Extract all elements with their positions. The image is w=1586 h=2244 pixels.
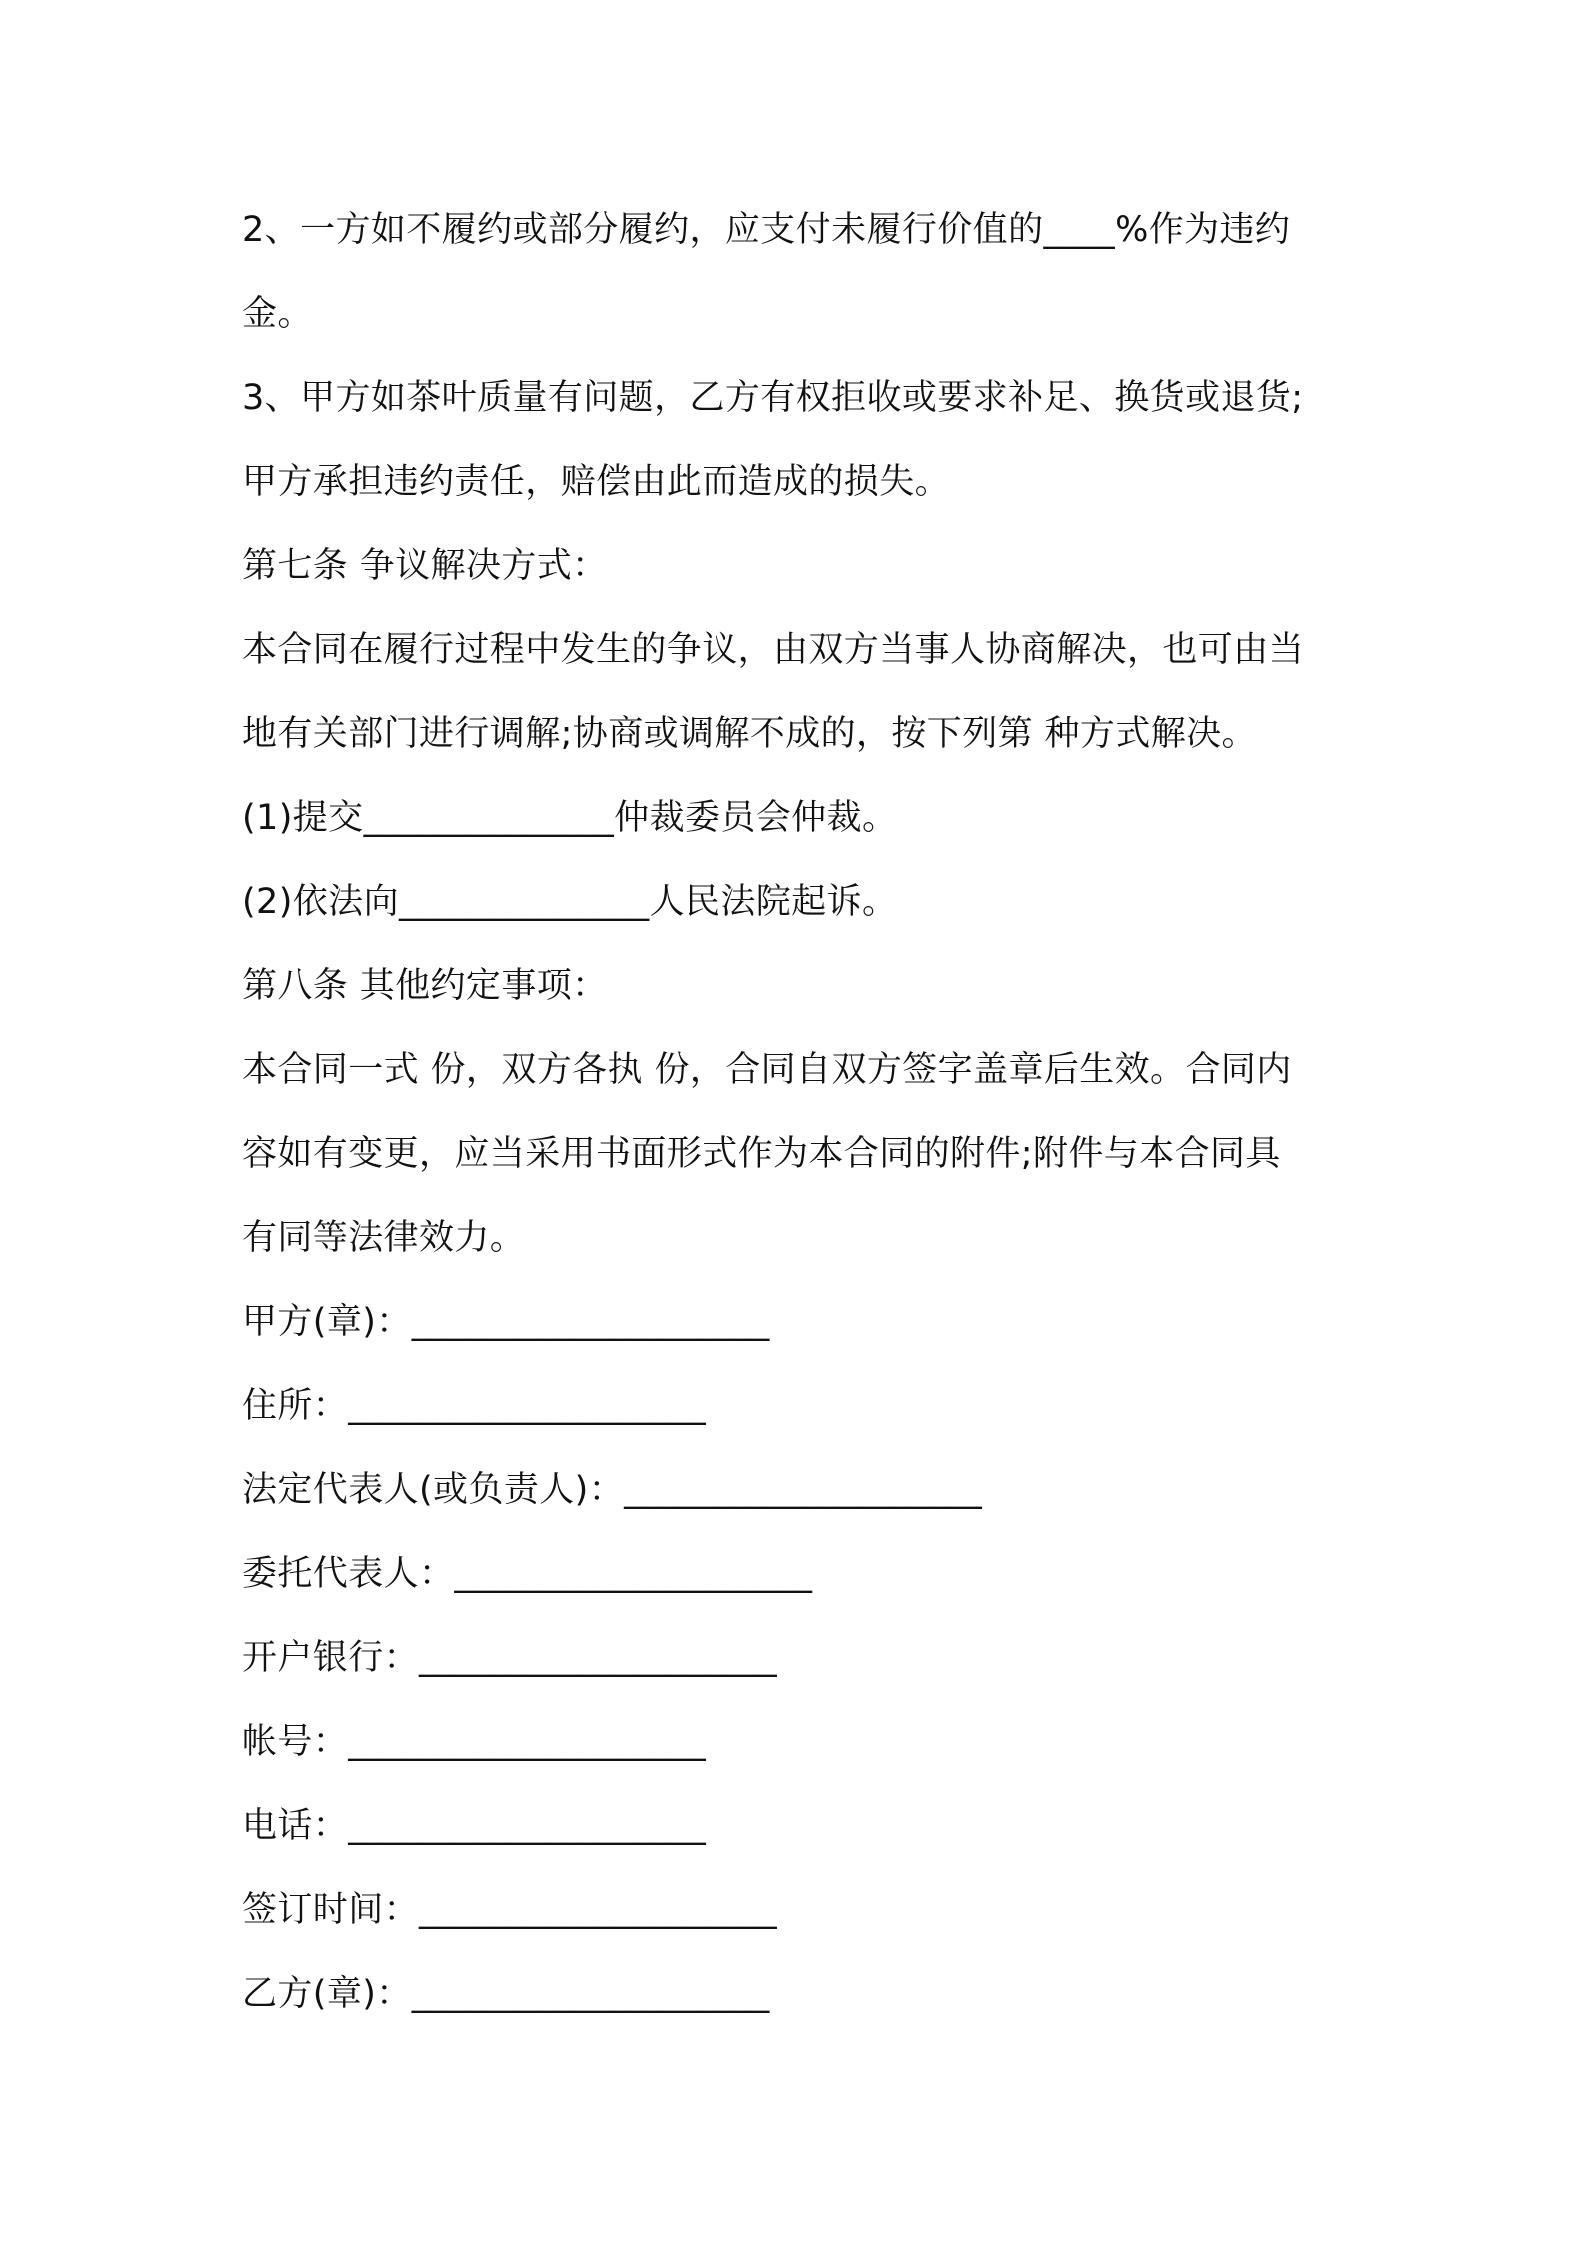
account-number-field: 帐号：____________________ (242, 1722, 707, 1762)
signing-date-field: 签订时间：____________________ (242, 1890, 778, 1930)
clause-7-heading: 第七条 争议解决方式： (242, 546, 608, 586)
clause-6-item-2-line-2: 金。 (242, 294, 313, 334)
party-b-seal-field: 乙方(章)：____________________ (242, 1974, 770, 2014)
clause-6-item-2-line-1: 2、一方如不履约或部分履约，应支付未履行价值的____%作为违约 (242, 210, 1291, 250)
bank-field: 开户银行：____________________ (242, 1638, 778, 1678)
clause-7-option-1: (1)提交______________仲裁委员会仲裁。 (242, 798, 898, 838)
legal-representative-field: 法定代表人(或负责人)：____________________ (242, 1470, 983, 1510)
clause-7-body-line-2: 地有关部门进行调解;协商或调解不成的，按下列第 种方式解决。 (242, 714, 1257, 754)
clause-8-body-line-1: 本合同一式 份，双方各执 份，合同自双方签字盖章后生效。合同内 (242, 1050, 1292, 1090)
clause-6-item-3-line-2: 甲方承担违约责任，赔偿由此而造成的损失。 (242, 462, 951, 502)
clause-8-body-line-3: 有同等法律效力。 (242, 1218, 526, 1258)
party-a-seal-field: 甲方(章)：____________________ (242, 1302, 770, 1342)
clause-7-option-2: (2)依法向______________人民法院起诉。 (242, 882, 898, 922)
address-field: 住所：____________________ (242, 1386, 707, 1426)
phone-field: 电话：____________________ (242, 1806, 707, 1846)
clause-7-body-line-1: 本合同在履行过程中发生的争议，由双方当事人协商解决，也可由当 (242, 630, 1305, 670)
clause-8-heading: 第八条 其他约定事项： (242, 966, 608, 1006)
authorized-representative-field: 委托代表人：____________________ (242, 1554, 813, 1594)
clause-8-body-line-2: 容如有变更，应当采用书面形式作为本合同的附件;附件与本合同具 (242, 1134, 1281, 1174)
clause-6-item-3-line-1: 3、甲方如茶叶质量有问题，乙方有权拒收或要求补足、换货或退货; (242, 378, 1304, 418)
